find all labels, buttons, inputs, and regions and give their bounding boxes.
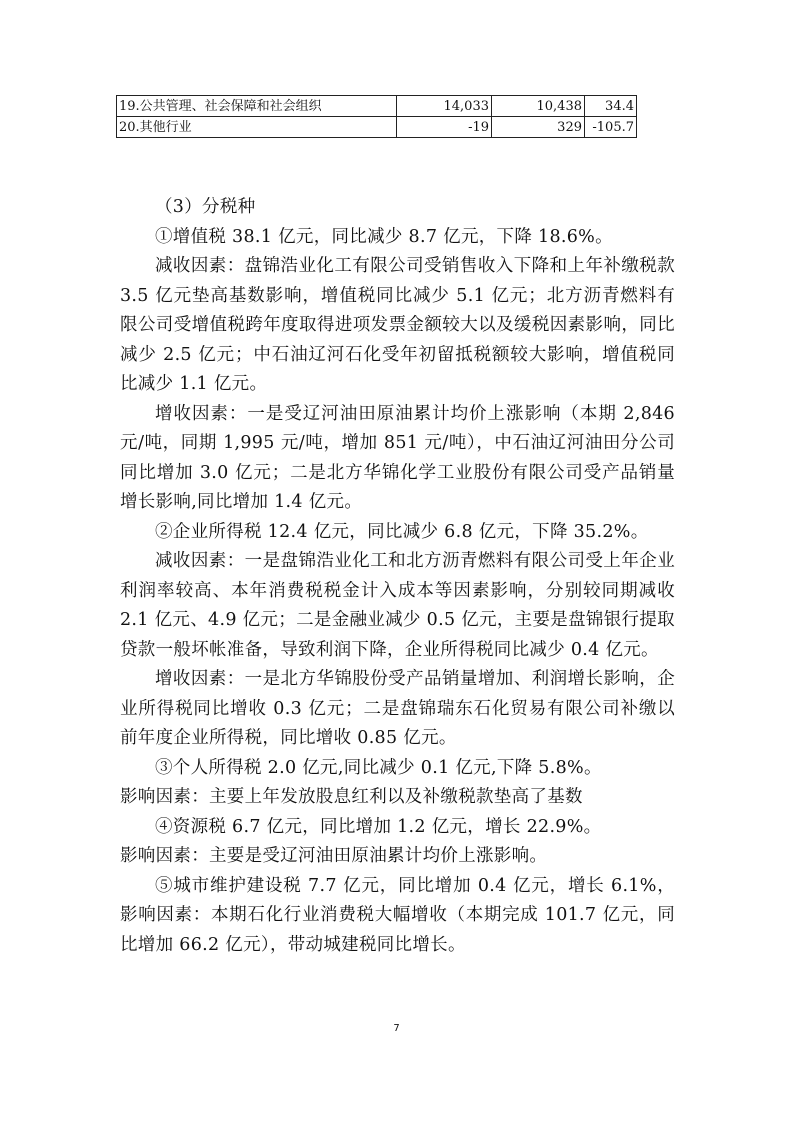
paragraph: ②企业所得税 12.4 亿元，同比减少 6.8 亿元，下降 35.2%。 <box>155 521 649 542</box>
paragraph: 增收因素：一是受辽河油田原油累计均价上涨影响（本期 2,846 元/吨，同期 1,995 元/吨，增加 851 元/吨），中石油辽河油田分公司同比增加 3.0 亿元；二是北方华锦化学工业股份有限公司受产品销量增长影响,同比增加 1.4 亿元。 <box>120 403 675 512</box>
table-row <box>117 96 637 117</box>
paragraph: ③个人所得税 2.0 亿元,同比减少 0.1 亿元,下降 5.8%。 <box>155 757 602 778</box>
body-text <box>120 193 675 960</box>
industry-tax-table <box>116 95 637 138</box>
paragraph: 影响因素：主要是受辽河油田原油累计均价上涨影响。 <box>120 846 548 866</box>
industry-name-cell: 20.其他行业 <box>117 117 397 138</box>
paragraph: 影响因素：主要上年发放股息红利以及补缴税款垫高了基数 <box>120 787 583 807</box>
prior-value-cell: 10,438 <box>492 96 585 117</box>
paragraph: 减收因素：一是盘锦浩业化工和北方沥青燃料有限公司受上年企业利润率较高、本年消费税税金计入成本等因素影响，分别较同期减收 2.1 亿元、4.9 亿元；二是金融业减少 0.5 亿元，主要是盘锦银行提取贷款一般坏帐准备，导致利润下降，企业所得税同比减少 0.4 亿元。 <box>120 551 675 660</box>
page-number: 7 <box>393 1023 400 1034</box>
section-title: （3）分税种 <box>155 197 256 217</box>
growth-rate-cell: -105.7 <box>585 117 637 138</box>
paragraph: ④资源税 6.7 亿元，同比增加 1.2 亿元，增长 22.9%。 <box>155 816 602 837</box>
paragraph: 增收因素：一是北方华锦股份受产品销量增加、利润增长影响，企业所得税同比增收 0.3 亿元；二是盘锦瑞东石化贸易有限公司补缴以前年度企业所得税，同比增收 0.85 亿元。 <box>120 669 675 748</box>
current-value-cell: 14,033 <box>397 96 492 117</box>
paragraph: 减收因素：盘锦浩业化工有限公司受销售收入下降和上年补缴税款 3.5 亿元垫高基数影响，增值税同比减少 5.1 亿元；北方沥青燃料有限公司受增值税跨年度取得进项发票金额较大以及缓税因素影响，同比减少 2.5 亿元；中石油辽河石化受年初留抵税额较大影响，增值税同比减少 1.1 亿元。 <box>120 256 675 394</box>
growth-rate-cell: 34.4 <box>585 96 637 117</box>
table-row <box>117 117 637 138</box>
industry-name-cell: 19.公共管理、社会保障和社会组织 <box>117 96 397 117</box>
paragraph: ①增值税 38.1 亿元，同比减少 8.7 亿元，下降 18.6%。 <box>155 226 613 247</box>
paragraph: ⑤城市维护建设税 7.7 亿元，同比增加 0.4 亿元，增长 6.1%，影响因素：本期石化行业消费税大幅增收（本期完成 101.7 亿元，同比增加 66.2 亿元），带动城建税同比增长。 <box>120 875 675 955</box>
prior-value-cell: 329 <box>492 117 585 138</box>
current-value-cell: -19 <box>397 117 492 138</box>
